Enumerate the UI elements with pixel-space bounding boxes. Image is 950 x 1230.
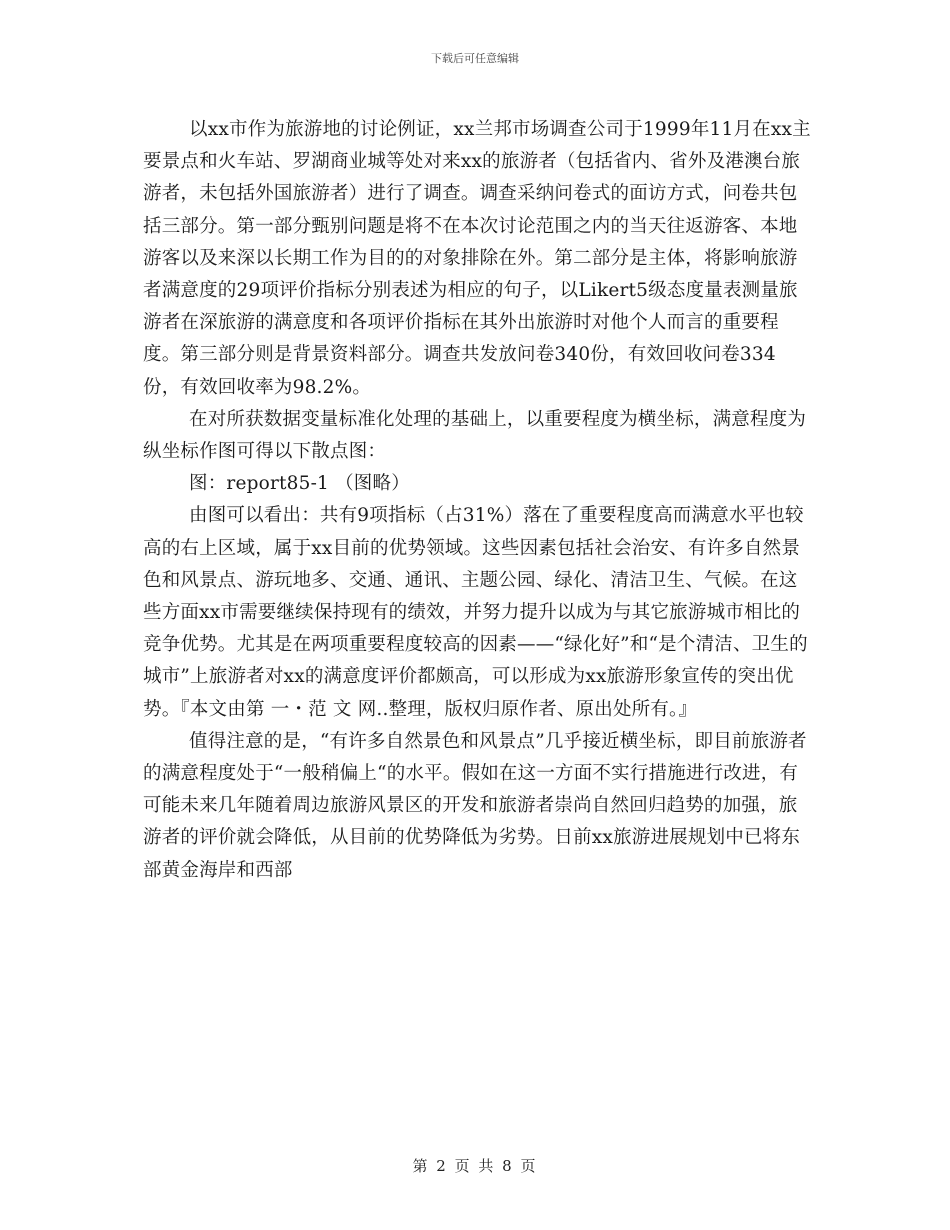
paragraph-figure-caption: 图：report85-1 （图略）: [189, 473, 410, 495]
paragraph-attention: 值得注意的是，“有许多自然景色和风景点”几乎接近横坐标，即目前旅游者的满意程度处于“一般稍偏上“的水平。假如在这一方面不实行措施进行改进，有可能未来几年随着周边旅游风景区的开发和旅游者崇尚自然回归趋势的加强，旅游者的评价就会降低，从目前的优势降低为劣势。日前xx旅游进展规划中已将东部黄金海岸和西部: [143, 730, 807, 881]
page-footer: 第 2 页 共 8 页: [412, 1157, 538, 1175]
page-header: 下载后可任意编辑: [431, 52, 519, 65]
document-body: [143, 114, 811, 887]
paragraph-data-processing: 在对所获数据变量标准化处理的基础上，以重要程度为横坐标，满意程度为纵坐标作图可得以下散点图：: [143, 408, 807, 463]
paragraph-analysis: 由图可以看出：共有9项指标（占31%）落在了重要程度高而满意水平也较高的右上区域，属于xx目前的优势领域。这些因素包括社会治安、有许多自然景色和风景点、游玩地多、交通、通讯、主题公园、绿化、清洁卫生、气候。在这些方面xx市需要继续保持现有的绩效，并努力提升以成为与其它旅游城市相比的竞争优势。尤其是在两项重要程度较高的因素——“绿化好”和“是个清洁、卫生的城市”上旅游者对xx的满意度评价都颇高，可以形成为xx旅游形象宣传的突出优势。『本文由第 一・范 文 网..整理，版权归原作者、原出处所有。』: [143, 505, 808, 720]
paragraph-survey-method: 以xx市作为旅游地的讨论例证，xx兰邦市场调查公司于1999年11月在xx主要景点和火车站、罗湖商业城等处对来xx的旅游者（包括省内、省外及港澳台旅游者，未包括外国旅游者）进行了调查。调查采纳问卷式的面访方式，问卷共包括三部分。第一部分甄别问题是将不在本次讨论范围之内的当天往返游客、本地游客以及来深以长期工作为目的的对象排除在外。第二部分是主体，将影响旅游者满意度的29项评价指标分别表述为相应的句子，以Likert5级态度量表测量旅游者在深旅游的满意度和各项评价指标在其外出旅游时对他个人而言的重要程度。第三部分则是背景资料部分。调查共发放问卷340份，有效回收问卷334份，有效回收率为98.2%。: [143, 119, 811, 398]
